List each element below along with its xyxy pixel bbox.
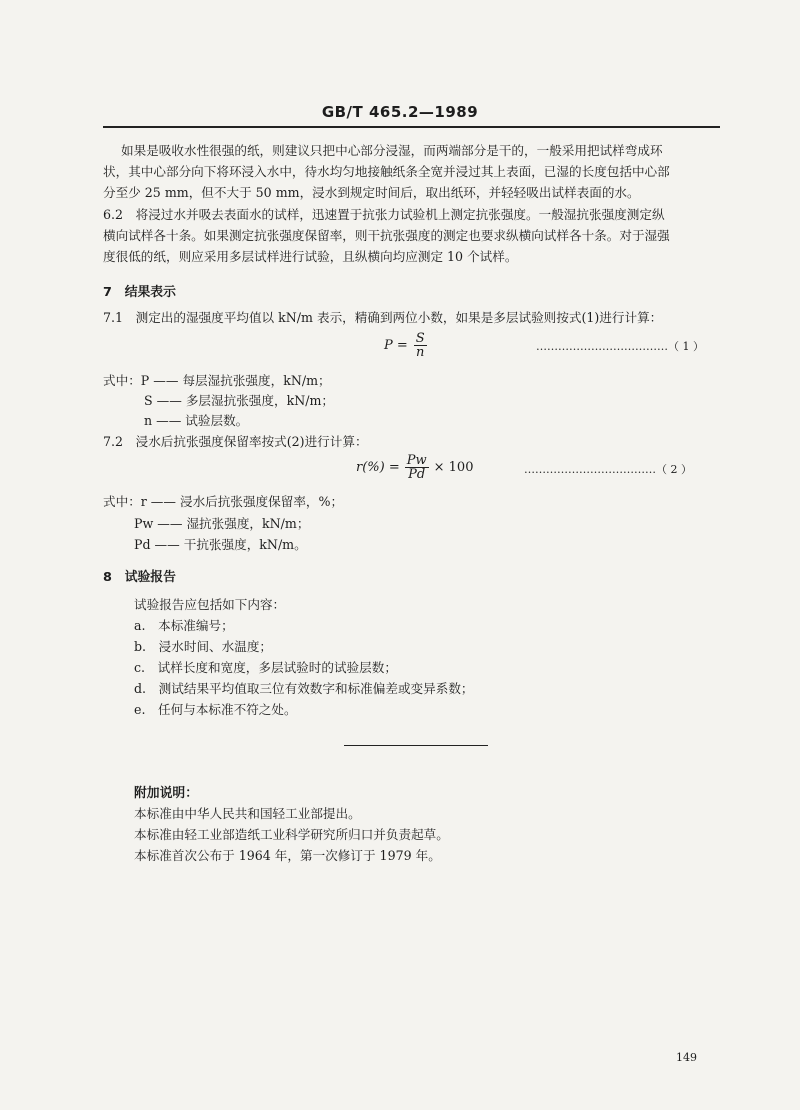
- report-item-d: d. 测试结果平均值取三位有效数字和标准偏差或变异系数；: [134, 681, 474, 696]
- sec-6-2-line-3: 度很低的纸，则应采用多层试样进行试验，且纵横向均应测定 10 个试样。: [103, 249, 518, 264]
- eq2-rhs: × 100: [433, 460, 474, 475]
- report-item-b: b. 浸水时间、水温度；: [134, 639, 273, 654]
- where1-line-3: n —— 试验层数。: [144, 413, 249, 428]
- where2-line-2: Pw —— 湿抗张强度，kN/m；: [134, 516, 310, 531]
- notes-line-2: 本标准由轻工业部造纸工业科学研究所归口并负责起草。: [134, 827, 449, 842]
- intro-line-2: 状，其中心部分向下将环浸入水中，待水均匀地接触纸条全宽并浸过其上表面，已湿的长度包括中心部: [103, 164, 670, 179]
- report-item-c: c. 试样长度和宽度，多层试验时的试验层数；: [134, 660, 397, 675]
- section-7-heading: 7 结果表示: [103, 285, 176, 300]
- sec-8-intro: 试验报告应包括如下内容：: [134, 597, 286, 612]
- eq2-numerator: Pw: [406, 453, 427, 468]
- notes-heading: 附加说明：: [134, 786, 198, 801]
- where1-line-2: S —— 多层湿抗张强度，kN/m；: [144, 393, 335, 408]
- equation-2: [356, 454, 473, 481]
- eq1-denominator: n: [416, 345, 425, 360]
- eq2-number: ………………………………（ 2 ）: [524, 463, 692, 476]
- equation-1: [384, 332, 427, 359]
- page-header: GB/T 465.2—1989: [321, 103, 479, 121]
- eq2-fraction: [405, 454, 429, 481]
- section-8-heading: 8 试验报告: [103, 570, 176, 585]
- notes-line-1: 本标准由中华人民共和国轻工业部提出。: [134, 806, 361, 821]
- intro-line-1: 如果是吸收水性很强的纸，则建议只把中心部分浸湿，而两端部分是干的，一般采用把试样弯成环: [121, 143, 663, 158]
- eq2-denominator: Pd: [408, 467, 426, 482]
- sec-7-1-text: 7.1 测定出的湿强度平均值以 kN/m 表示，精确到两位小数，如果是多层试验则按式(1)进行计算：: [103, 310, 663, 325]
- header-rule: [103, 126, 720, 128]
- intro-line-3: 分至少 25 mm，但不大于 50 mm，浸水到规定时间后，取出纸环，并轻轻吸出试样表面的水。: [103, 185, 640, 200]
- sec-6-2-line-2: 横向试样各十条。如果测定抗张强度保留率，则干抗张强度的测定也要求纵横向试样各十条。对于湿强: [103, 228, 670, 243]
- sec-7-2-text: 7.2 浸水后抗张强度保留率按式(2)进行计算：: [103, 434, 368, 449]
- eq1-number: ………………………………（ 1 ）: [536, 340, 704, 353]
- notes-line-3: 本标准首次公布于 1964 年，第一次修订于 1979 年。: [134, 848, 441, 863]
- where2-line-3: Pd —— 干抗张强度，kN/m。: [134, 537, 307, 552]
- sec-6-2-line-1: 6.2 将浸过水并吸去表面水的试样，迅速置于抗张力试验机上测定抗张强度。一般湿抗张强度测定纵: [103, 207, 665, 222]
- eq1-lhs: P =: [384, 338, 408, 353]
- report-item-a: a. 本标准编号；: [134, 618, 234, 633]
- where1-line-1: 式中：P —— 每层湿抗张强度，kN/m；: [103, 373, 331, 388]
- page-number: 149: [676, 1051, 697, 1064]
- where2-line-1: 式中：r —— 浸水后抗张强度保留率，%；: [103, 494, 344, 509]
- eq1-fraction: [414, 332, 427, 359]
- eq1-numerator: S: [415, 331, 425, 346]
- separator-line: [344, 745, 488, 746]
- eq2-lhs: r(%) =: [356, 460, 400, 475]
- report-item-e: e. 任何与本标准不符之处。: [134, 702, 297, 717]
